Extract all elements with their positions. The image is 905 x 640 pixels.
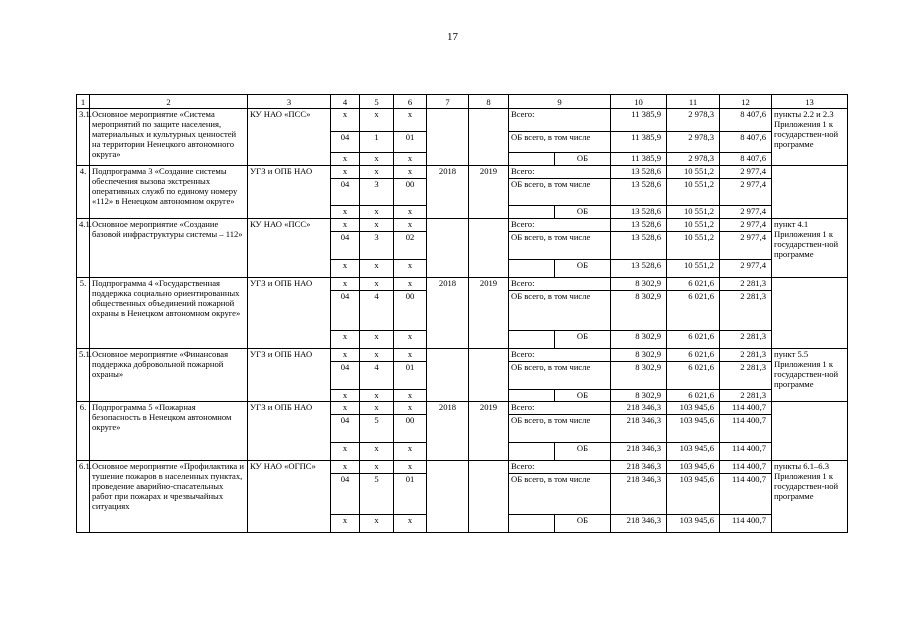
code-item: х xyxy=(394,331,427,349)
row-number: 4. xyxy=(77,166,90,219)
code-subsection: х xyxy=(360,443,394,461)
code-subsection: 5 xyxy=(360,474,394,515)
funding-label: ОБ всего, в том числе xyxy=(509,232,611,260)
amount-year-2: 2 977,4 xyxy=(720,166,772,179)
amount-total: 11 385,9 xyxy=(611,109,667,132)
table-row xyxy=(77,278,848,291)
amount-year-2: 2 977,4 xyxy=(720,219,772,232)
funding-source: ОБ xyxy=(555,515,611,533)
reference-note: пункты 2.2 и 2.3 Приложения 1 к государствен-ной программе xyxy=(772,109,848,166)
code-item: 01 xyxy=(394,132,427,153)
funding-label: ОБ всего, в том числе xyxy=(509,291,611,331)
amount-year-2: 2 281,3 xyxy=(720,390,772,402)
code-subsection: х xyxy=(360,153,394,166)
table-row xyxy=(77,461,848,474)
year-start xyxy=(427,349,469,402)
code-item: х xyxy=(394,219,427,232)
year-end xyxy=(469,219,509,278)
funding-label: Всего: xyxy=(509,109,611,132)
amount-year-2: 2 977,4 xyxy=(720,179,772,206)
code-section: 04 xyxy=(331,132,360,153)
code-subsection: х xyxy=(360,402,394,415)
code-item: 00 xyxy=(394,291,427,331)
year-start xyxy=(427,461,469,533)
code-subsection: 1 xyxy=(360,132,394,153)
amount-year-1: 6 021,6 xyxy=(667,331,720,349)
header-cell: 12 xyxy=(720,95,772,109)
code-section: х xyxy=(331,402,360,415)
funding-label: ОБ всего, в том числе xyxy=(509,415,611,443)
amount-year-2: 8 407,6 xyxy=(720,109,772,132)
code-subsection: х xyxy=(360,349,394,362)
amount-total: 218 346,3 xyxy=(611,474,667,515)
header-cell: 9 xyxy=(509,95,611,109)
amount-year-1: 2 978,3 xyxy=(667,132,720,153)
code-subsection: х xyxy=(360,219,394,232)
measure-name: Подпрограмма 3 «Создание системы обеспечения вызова экстренных оперативных служб по единому номеру «112» в Ненецком автономном округе» xyxy=(90,166,248,219)
amount-total: 8 302,9 xyxy=(611,331,667,349)
code-section: х xyxy=(331,166,360,179)
code-subsection: х xyxy=(360,109,394,132)
year-start: 2018 xyxy=(427,166,469,219)
code-section: 04 xyxy=(331,474,360,515)
amount-year-2: 2 281,3 xyxy=(720,278,772,291)
funding-label: Всего: xyxy=(509,219,611,232)
code-item: х xyxy=(394,390,427,402)
row-number: 6. xyxy=(77,402,90,461)
code-section: х xyxy=(331,206,360,219)
code-subsection: х xyxy=(360,515,394,533)
code-section: 04 xyxy=(331,362,360,390)
code-subsection: х xyxy=(360,206,394,219)
amount-year-1: 6 021,6 xyxy=(667,278,720,291)
code-subsection: х xyxy=(360,260,394,278)
executor: КУ НАО «ОГПС» xyxy=(248,461,331,533)
code-item: х xyxy=(394,461,427,474)
amount-year-2: 2 281,3 xyxy=(720,349,772,362)
funding-source: ОБ xyxy=(555,390,611,402)
amount-year-1: 103 945,6 xyxy=(667,515,720,533)
header-cell: 3 xyxy=(248,95,331,109)
funding-label: Всего: xyxy=(509,278,611,291)
code-subsection: х xyxy=(360,331,394,349)
amount-total: 13 528,6 xyxy=(611,206,667,219)
code-section: 04 xyxy=(331,415,360,443)
funding-label: ОБ всего, в том числе xyxy=(509,474,611,515)
program-table xyxy=(76,94,848,533)
amount-year-2: 8 407,6 xyxy=(720,132,772,153)
code-subsection: 5 xyxy=(360,415,394,443)
amount-year-1: 6 021,6 xyxy=(667,362,720,390)
amount-total: 8 302,9 xyxy=(611,349,667,362)
funding-source: ОБ xyxy=(555,206,611,219)
header-cell: 8 xyxy=(469,95,509,109)
amount-year-1: 2 978,3 xyxy=(667,109,720,132)
measure-name: Подпрограмма 5 «Пожарная безопасность в Ненецком автономном округе» xyxy=(90,402,248,461)
row-number: 5.1. xyxy=(77,349,90,402)
amount-total: 11 385,9 xyxy=(611,153,667,166)
code-item: х xyxy=(394,260,427,278)
executor: УГЗ и ОПБ НАО xyxy=(248,402,331,461)
amount-year-1: 6 021,6 xyxy=(667,291,720,331)
code-item: 01 xyxy=(394,362,427,390)
funding-label-empty xyxy=(509,260,555,278)
measure-name: Основное мероприятие «Создание базовой инфраструктуры системы – 112» xyxy=(90,219,248,278)
code-item: х xyxy=(394,109,427,132)
amount-year-2: 2 977,4 xyxy=(720,232,772,260)
amount-total: 11 385,9 xyxy=(611,132,667,153)
executor: УГЗ и ОПБ НАО xyxy=(248,278,331,349)
code-subsection: 4 xyxy=(360,291,394,331)
code-item: х xyxy=(394,166,427,179)
funding-source: ОБ xyxy=(555,260,611,278)
code-section: х xyxy=(331,390,360,402)
amount-year-1: 10 551,2 xyxy=(667,166,720,179)
amount-year-1: 6 021,6 xyxy=(667,349,720,362)
funding-source: ОБ xyxy=(555,443,611,461)
code-subsection: 4 xyxy=(360,362,394,390)
amount-year-1: 10 551,2 xyxy=(667,179,720,206)
header-cell: 11 xyxy=(667,95,720,109)
code-section: х xyxy=(331,153,360,166)
header-cell: 4 xyxy=(331,95,360,109)
year-end: 2019 xyxy=(469,166,509,219)
code-item: 01 xyxy=(394,474,427,515)
amount-total: 8 302,9 xyxy=(611,390,667,402)
header-cell: 13 xyxy=(772,95,848,109)
code-item: х xyxy=(394,443,427,461)
funding-label-empty xyxy=(509,515,555,533)
header-cell: 5 xyxy=(360,95,394,109)
funding-label: Всего: xyxy=(509,166,611,179)
code-section: х xyxy=(331,349,360,362)
funding-source: ОБ xyxy=(555,153,611,166)
row-number: 5. xyxy=(77,278,90,349)
amount-total: 8 302,9 xyxy=(611,362,667,390)
year-end xyxy=(469,349,509,402)
funding-source: ОБ xyxy=(555,331,611,349)
code-section: х xyxy=(331,219,360,232)
code-item: х xyxy=(394,278,427,291)
amount-year-2: 2 281,3 xyxy=(720,331,772,349)
amount-total: 13 528,6 xyxy=(611,179,667,206)
executor: УГЗ и ОПБ НАО xyxy=(248,166,331,219)
code-subsection: х xyxy=(360,390,394,402)
code-section: 04 xyxy=(331,232,360,260)
amount-year-1: 103 945,6 xyxy=(667,474,720,515)
measure-name: Основное мероприятие «Система мероприятий по защите населения, материальных и культурных ценностей на территории Ненецкого автономного округа» xyxy=(90,109,248,166)
code-item: 00 xyxy=(394,179,427,206)
reference-note: пункт 4.1 Приложения 1 к государствен-ной программе xyxy=(772,219,848,278)
funding-label: Всего: xyxy=(509,349,611,362)
header-cell: 7 xyxy=(427,95,469,109)
code-subsection: 3 xyxy=(360,232,394,260)
amount-year-2: 114 400,7 xyxy=(720,402,772,415)
year-start xyxy=(427,219,469,278)
amount-year-1: 10 551,2 xyxy=(667,260,720,278)
measure-name: Основное мероприятие «Финансовая поддержка добровольной пожарной охраны» xyxy=(90,349,248,402)
code-section: х xyxy=(331,515,360,533)
amount-total: 8 302,9 xyxy=(611,291,667,331)
amount-total: 218 346,3 xyxy=(611,443,667,461)
header-cell: 2 xyxy=(90,95,248,109)
amount-total: 218 346,3 xyxy=(611,461,667,474)
table-row xyxy=(77,349,848,362)
table-row xyxy=(77,166,848,179)
amount-year-2: 114 400,7 xyxy=(720,461,772,474)
code-item: х xyxy=(394,402,427,415)
amount-year-1: 103 945,6 xyxy=(667,402,720,415)
table-row xyxy=(77,402,848,415)
table-row xyxy=(77,219,848,232)
executor: КУ НАО «ПСС» xyxy=(248,219,331,278)
executor: КУ НАО «ПСС» xyxy=(248,109,331,166)
reference-note: пункт 5.5 Приложения 1 к государствен-ной программе xyxy=(772,349,848,402)
code-section: х xyxy=(331,260,360,278)
table-row xyxy=(77,109,848,132)
code-subsection: х xyxy=(360,166,394,179)
row-number: 3.1. xyxy=(77,109,90,166)
code-section: х xyxy=(331,443,360,461)
funding-label-empty xyxy=(509,331,555,349)
code-item: 00 xyxy=(394,415,427,443)
code-section: 04 xyxy=(331,179,360,206)
header-cell: 6 xyxy=(394,95,427,109)
amount-year-1: 103 945,6 xyxy=(667,415,720,443)
year-start xyxy=(427,109,469,166)
amount-year-2: 2 281,3 xyxy=(720,291,772,331)
funding-label: Всего: xyxy=(509,461,611,474)
funding-label: ОБ всего, в том числе xyxy=(509,179,611,206)
amount-year-2: 2 977,4 xyxy=(720,206,772,219)
code-item: х xyxy=(394,349,427,362)
code-subsection: х xyxy=(360,461,394,474)
amount-year-1: 6 021,6 xyxy=(667,390,720,402)
year-end xyxy=(469,109,509,166)
amount-total: 218 346,3 xyxy=(611,415,667,443)
header-cell: 1 xyxy=(77,95,90,109)
reference-note: пункты 6.1–6.3 Приложения 1 к государствен-ной программе xyxy=(772,461,848,533)
header-cell: 10 xyxy=(611,95,667,109)
amount-year-2: 2 977,4 xyxy=(720,260,772,278)
amount-year-2: 8 407,6 xyxy=(720,153,772,166)
code-section: х xyxy=(331,109,360,132)
amount-total: 13 528,6 xyxy=(611,166,667,179)
reference-note xyxy=(772,278,848,349)
code-section: х xyxy=(331,461,360,474)
code-item: х xyxy=(394,206,427,219)
year-end: 2019 xyxy=(469,278,509,349)
year-start: 2018 xyxy=(427,278,469,349)
row-number: 4.1. xyxy=(77,219,90,278)
amount-total: 13 528,6 xyxy=(611,260,667,278)
amount-total: 218 346,3 xyxy=(611,402,667,415)
year-end xyxy=(469,461,509,533)
amount-year-1: 10 551,2 xyxy=(667,219,720,232)
amount-year-2: 114 400,7 xyxy=(720,443,772,461)
amount-total: 13 528,6 xyxy=(611,219,667,232)
code-subsection: 3 xyxy=(360,179,394,206)
year-start: 2018 xyxy=(427,402,469,461)
amount-total: 8 302,9 xyxy=(611,278,667,291)
page-number: 17 xyxy=(447,31,458,43)
funding-label: ОБ всего, в том числе xyxy=(509,132,611,153)
amount-year-2: 114 400,7 xyxy=(720,515,772,533)
header-row xyxy=(77,95,848,109)
code-item: х xyxy=(394,515,427,533)
amount-year-1: 103 945,6 xyxy=(667,461,720,474)
code-section: х xyxy=(331,278,360,291)
funding-label-empty xyxy=(509,390,555,402)
reference-note xyxy=(772,166,848,219)
amount-year-2: 2 281,3 xyxy=(720,362,772,390)
amount-year-1: 10 551,2 xyxy=(667,206,720,219)
measure-name: Основное мероприятие «Профилактика и тушение пожаров в населенных пунктах, проведение аварийно-спасательных работ при пожарах и чрезвычайных ситуациях xyxy=(90,461,248,533)
amount-total: 13 528,6 xyxy=(611,232,667,260)
code-item: 02 xyxy=(394,232,427,260)
funding-label-empty xyxy=(509,206,555,219)
year-end: 2019 xyxy=(469,402,509,461)
amount-year-1: 2 978,3 xyxy=(667,153,720,166)
amount-year-1: 10 551,2 xyxy=(667,232,720,260)
amount-total: 218 346,3 xyxy=(611,515,667,533)
executor: УГЗ и ОПБ НАО xyxy=(248,349,331,402)
funding-label: ОБ всего, в том числе xyxy=(509,362,611,390)
reference-note xyxy=(772,402,848,461)
amount-year-2: 114 400,7 xyxy=(720,474,772,515)
code-item: х xyxy=(394,153,427,166)
amount-year-1: 103 945,6 xyxy=(667,443,720,461)
amount-year-2: 114 400,7 xyxy=(720,415,772,443)
funding-label: Всего: xyxy=(509,402,611,415)
code-section: 04 xyxy=(331,291,360,331)
row-number: 6.1. xyxy=(77,461,90,533)
code-section: х xyxy=(331,331,360,349)
code-subsection: х xyxy=(360,278,394,291)
funding-label-empty xyxy=(509,443,555,461)
measure-name: Подпрограмма 4 «Государственная поддержка социально ориентированных общественных объединений пожарной охраны в Ненецком автономном округе» xyxy=(90,278,248,349)
funding-label-empty xyxy=(509,153,555,166)
